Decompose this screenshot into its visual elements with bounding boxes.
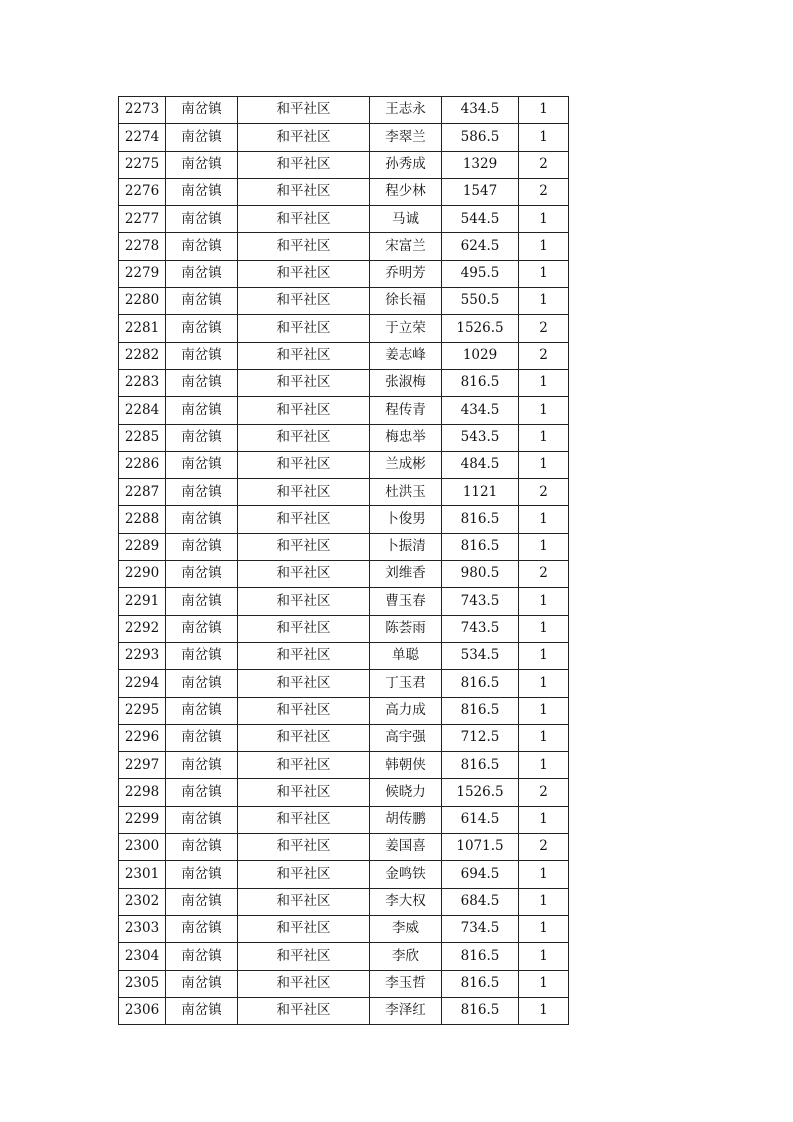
count-cell: 2 bbox=[519, 178, 569, 205]
name-cell: 程传青 bbox=[370, 397, 442, 424]
table-row bbox=[119, 342, 569, 369]
table-row bbox=[119, 779, 569, 806]
town-cell: 南岔镇 bbox=[166, 888, 238, 915]
name-cell: 胡传鹏 bbox=[370, 806, 442, 833]
town-cell: 南岔镇 bbox=[166, 369, 238, 396]
table-row bbox=[119, 834, 569, 861]
town-cell: 南岔镇 bbox=[166, 233, 238, 260]
count-cell: 2 bbox=[519, 561, 569, 588]
town-cell: 南岔镇 bbox=[166, 451, 238, 478]
amount-cell: 816.5 bbox=[442, 752, 519, 779]
table-row bbox=[119, 506, 569, 533]
community-cell: 和平社区 bbox=[238, 233, 370, 260]
amount-cell: 1121 bbox=[442, 479, 519, 506]
name-cell: 李泽红 bbox=[370, 997, 442, 1024]
serial-number-cell: 2273 bbox=[119, 97, 166, 124]
count-cell: 1 bbox=[519, 752, 569, 779]
amount-cell: 816.5 bbox=[442, 697, 519, 724]
serial-number-cell: 2279 bbox=[119, 260, 166, 287]
count-cell: 1 bbox=[519, 806, 569, 833]
amount-cell: 544.5 bbox=[442, 206, 519, 233]
community-cell: 和平社区 bbox=[238, 206, 370, 233]
amount-cell: 614.5 bbox=[442, 806, 519, 833]
table-row bbox=[119, 124, 569, 151]
name-cell: 张淑梅 bbox=[370, 369, 442, 396]
town-cell: 南岔镇 bbox=[166, 479, 238, 506]
count-cell: 1 bbox=[519, 506, 569, 533]
community-cell: 和平社区 bbox=[238, 506, 370, 533]
table-row bbox=[119, 97, 569, 124]
amount-cell: 543.5 bbox=[442, 424, 519, 451]
count-cell: 1 bbox=[519, 970, 569, 997]
serial-number-cell: 2306 bbox=[119, 997, 166, 1024]
table-row bbox=[119, 970, 569, 997]
amount-cell: 980.5 bbox=[442, 561, 519, 588]
count-cell: 1 bbox=[519, 233, 569, 260]
count-cell: 1 bbox=[519, 861, 569, 888]
count-cell: 1 bbox=[519, 642, 569, 669]
community-cell: 和平社区 bbox=[238, 260, 370, 287]
town-cell: 南岔镇 bbox=[166, 506, 238, 533]
town-cell: 南岔镇 bbox=[166, 642, 238, 669]
count-cell: 1 bbox=[519, 288, 569, 315]
town-cell: 南岔镇 bbox=[166, 561, 238, 588]
count-cell: 2 bbox=[519, 479, 569, 506]
name-cell: 单聪 bbox=[370, 642, 442, 669]
table-row bbox=[119, 615, 569, 642]
serial-number-cell: 2301 bbox=[119, 861, 166, 888]
town-cell: 南岔镇 bbox=[166, 615, 238, 642]
name-cell: 李大权 bbox=[370, 888, 442, 915]
serial-number-cell: 2290 bbox=[119, 561, 166, 588]
town-cell: 南岔镇 bbox=[166, 260, 238, 287]
serial-number-cell: 2283 bbox=[119, 369, 166, 396]
name-cell: 程少林 bbox=[370, 178, 442, 205]
count-cell: 1 bbox=[519, 915, 569, 942]
amount-cell: 734.5 bbox=[442, 915, 519, 942]
serial-number-cell: 2298 bbox=[119, 779, 166, 806]
table-row bbox=[119, 151, 569, 178]
community-cell: 和平社区 bbox=[238, 752, 370, 779]
table-row bbox=[119, 178, 569, 205]
serial-number-cell: 2294 bbox=[119, 670, 166, 697]
name-cell: 卜俊男 bbox=[370, 506, 442, 533]
community-cell: 和平社区 bbox=[238, 834, 370, 861]
table-row bbox=[119, 533, 569, 560]
name-cell: 李威 bbox=[370, 915, 442, 942]
serial-number-cell: 2280 bbox=[119, 288, 166, 315]
amount-cell: 743.5 bbox=[442, 615, 519, 642]
amount-cell: 712.5 bbox=[442, 724, 519, 751]
name-cell: 李欣 bbox=[370, 943, 442, 970]
serial-number-cell: 2291 bbox=[119, 588, 166, 615]
table-row bbox=[119, 369, 569, 396]
amount-cell: 586.5 bbox=[442, 124, 519, 151]
community-cell: 和平社区 bbox=[238, 151, 370, 178]
name-cell: 徐长福 bbox=[370, 288, 442, 315]
town-cell: 南岔镇 bbox=[166, 779, 238, 806]
amount-cell: 1547 bbox=[442, 178, 519, 205]
serial-number-cell: 2303 bbox=[119, 915, 166, 942]
town-cell: 南岔镇 bbox=[166, 970, 238, 997]
serial-number-cell: 2286 bbox=[119, 451, 166, 478]
name-cell: 于立荣 bbox=[370, 315, 442, 342]
name-cell: 陈荟雨 bbox=[370, 615, 442, 642]
amount-cell: 816.5 bbox=[442, 670, 519, 697]
serial-number-cell: 2292 bbox=[119, 615, 166, 642]
count-cell: 1 bbox=[519, 588, 569, 615]
table-row bbox=[119, 233, 569, 260]
community-cell: 和平社区 bbox=[238, 724, 370, 751]
community-cell: 和平社区 bbox=[238, 97, 370, 124]
table-row bbox=[119, 806, 569, 833]
serial-number-cell: 2300 bbox=[119, 834, 166, 861]
amount-cell: 1071.5 bbox=[442, 834, 519, 861]
name-cell: 丁玉君 bbox=[370, 670, 442, 697]
table-row bbox=[119, 315, 569, 342]
table-row bbox=[119, 397, 569, 424]
name-cell: 乔明芳 bbox=[370, 260, 442, 287]
name-cell: 姜志峰 bbox=[370, 342, 442, 369]
count-cell: 1 bbox=[519, 451, 569, 478]
amount-cell: 816.5 bbox=[442, 997, 519, 1024]
community-cell: 和平社区 bbox=[238, 397, 370, 424]
serial-number-cell: 2282 bbox=[119, 342, 166, 369]
community-cell: 和平社区 bbox=[238, 806, 370, 833]
serial-number-cell: 2277 bbox=[119, 206, 166, 233]
serial-number-cell: 2275 bbox=[119, 151, 166, 178]
town-cell: 南岔镇 bbox=[166, 97, 238, 124]
name-cell: 兰成彬 bbox=[370, 451, 442, 478]
serial-number-cell: 2276 bbox=[119, 178, 166, 205]
town-cell: 南岔镇 bbox=[166, 943, 238, 970]
town-cell: 南岔镇 bbox=[166, 178, 238, 205]
amount-cell: 816.5 bbox=[442, 369, 519, 396]
serial-number-cell: 2284 bbox=[119, 397, 166, 424]
table-row bbox=[119, 424, 569, 451]
table-row bbox=[119, 451, 569, 478]
community-cell: 和平社区 bbox=[238, 970, 370, 997]
town-cell: 南岔镇 bbox=[166, 915, 238, 942]
community-cell: 和平社区 bbox=[238, 451, 370, 478]
serial-number-cell: 2288 bbox=[119, 506, 166, 533]
community-cell: 和平社区 bbox=[238, 424, 370, 451]
serial-number-cell: 2302 bbox=[119, 888, 166, 915]
amount-cell: 684.5 bbox=[442, 888, 519, 915]
town-cell: 南岔镇 bbox=[166, 588, 238, 615]
town-cell: 南岔镇 bbox=[166, 670, 238, 697]
amount-cell: 534.5 bbox=[442, 642, 519, 669]
table-row bbox=[119, 588, 569, 615]
amount-cell: 1329 bbox=[442, 151, 519, 178]
community-cell: 和平社区 bbox=[238, 779, 370, 806]
serial-number-cell: 2297 bbox=[119, 752, 166, 779]
serial-number-cell: 2293 bbox=[119, 642, 166, 669]
community-cell: 和平社区 bbox=[238, 861, 370, 888]
community-cell: 和平社区 bbox=[238, 315, 370, 342]
amount-cell: 484.5 bbox=[442, 451, 519, 478]
name-cell: 刘维香 bbox=[370, 561, 442, 588]
count-cell: 2 bbox=[519, 342, 569, 369]
count-cell: 2 bbox=[519, 315, 569, 342]
count-cell: 1 bbox=[519, 260, 569, 287]
name-cell: 梅忠举 bbox=[370, 424, 442, 451]
community-cell: 和平社区 bbox=[238, 642, 370, 669]
serial-number-cell: 2287 bbox=[119, 479, 166, 506]
count-cell: 2 bbox=[519, 151, 569, 178]
town-cell: 南岔镇 bbox=[166, 834, 238, 861]
serial-number-cell: 2274 bbox=[119, 124, 166, 151]
name-cell: 孙秀成 bbox=[370, 151, 442, 178]
name-cell: 曹玉春 bbox=[370, 588, 442, 615]
serial-number-cell: 2281 bbox=[119, 315, 166, 342]
community-cell: 和平社区 bbox=[238, 943, 370, 970]
table-row bbox=[119, 752, 569, 779]
name-cell: 金鸣铁 bbox=[370, 861, 442, 888]
data-table bbox=[118, 96, 569, 1025]
amount-cell: 550.5 bbox=[442, 288, 519, 315]
count-cell: 1 bbox=[519, 97, 569, 124]
serial-number-cell: 2299 bbox=[119, 806, 166, 833]
count-cell: 1 bbox=[519, 206, 569, 233]
community-cell: 和平社区 bbox=[238, 342, 370, 369]
town-cell: 南岔镇 bbox=[166, 342, 238, 369]
amount-cell: 1029 bbox=[442, 342, 519, 369]
town-cell: 南岔镇 bbox=[166, 315, 238, 342]
community-cell: 和平社区 bbox=[238, 533, 370, 560]
table-row bbox=[119, 561, 569, 588]
town-cell: 南岔镇 bbox=[166, 697, 238, 724]
table-row bbox=[119, 861, 569, 888]
town-cell: 南岔镇 bbox=[166, 206, 238, 233]
town-cell: 南岔镇 bbox=[166, 424, 238, 451]
count-cell: 1 bbox=[519, 369, 569, 396]
amount-cell: 816.5 bbox=[442, 943, 519, 970]
serial-number-cell: 2289 bbox=[119, 533, 166, 560]
table-row bbox=[119, 206, 569, 233]
count-cell: 1 bbox=[519, 397, 569, 424]
serial-number-cell: 2285 bbox=[119, 424, 166, 451]
serial-number-cell: 2304 bbox=[119, 943, 166, 970]
community-cell: 和平社区 bbox=[238, 479, 370, 506]
count-cell: 1 bbox=[519, 424, 569, 451]
amount-cell: 434.5 bbox=[442, 397, 519, 424]
town-cell: 南岔镇 bbox=[166, 997, 238, 1024]
name-cell: 高力成 bbox=[370, 697, 442, 724]
table-row bbox=[119, 724, 569, 751]
name-cell: 马诚 bbox=[370, 206, 442, 233]
serial-number-cell: 2296 bbox=[119, 724, 166, 751]
name-cell: 李翠兰 bbox=[370, 124, 442, 151]
table-body bbox=[119, 97, 569, 1025]
name-cell: 姜国喜 bbox=[370, 834, 442, 861]
name-cell: 韩朝侠 bbox=[370, 752, 442, 779]
count-cell: 1 bbox=[519, 724, 569, 751]
community-cell: 和平社区 bbox=[238, 288, 370, 315]
town-cell: 南岔镇 bbox=[166, 752, 238, 779]
table-row bbox=[119, 943, 569, 970]
town-cell: 南岔镇 bbox=[166, 861, 238, 888]
count-cell: 1 bbox=[519, 670, 569, 697]
count-cell: 1 bbox=[519, 533, 569, 560]
community-cell: 和平社区 bbox=[238, 561, 370, 588]
town-cell: 南岔镇 bbox=[166, 151, 238, 178]
town-cell: 南岔镇 bbox=[166, 124, 238, 151]
table-row bbox=[119, 915, 569, 942]
count-cell: 2 bbox=[519, 779, 569, 806]
table-row bbox=[119, 888, 569, 915]
count-cell: 1 bbox=[519, 697, 569, 724]
amount-cell: 816.5 bbox=[442, 970, 519, 997]
amount-cell: 495.5 bbox=[442, 260, 519, 287]
count-cell: 2 bbox=[519, 834, 569, 861]
serial-number-cell: 2305 bbox=[119, 970, 166, 997]
count-cell: 1 bbox=[519, 943, 569, 970]
community-cell: 和平社区 bbox=[238, 178, 370, 205]
count-cell: 1 bbox=[519, 997, 569, 1024]
community-cell: 和平社区 bbox=[238, 697, 370, 724]
town-cell: 南岔镇 bbox=[166, 724, 238, 751]
table-row bbox=[119, 997, 569, 1024]
table-row bbox=[119, 642, 569, 669]
community-cell: 和平社区 bbox=[238, 124, 370, 151]
table-row bbox=[119, 288, 569, 315]
table-row bbox=[119, 697, 569, 724]
amount-cell: 743.5 bbox=[442, 588, 519, 615]
count-cell: 1 bbox=[519, 124, 569, 151]
name-cell: 卜振清 bbox=[370, 533, 442, 560]
community-cell: 和平社区 bbox=[238, 997, 370, 1024]
serial-number-cell: 2295 bbox=[119, 697, 166, 724]
table-row bbox=[119, 260, 569, 287]
name-cell: 李玉哲 bbox=[370, 970, 442, 997]
town-cell: 南岔镇 bbox=[166, 806, 238, 833]
amount-cell: 1526.5 bbox=[442, 315, 519, 342]
amount-cell: 816.5 bbox=[442, 533, 519, 560]
amount-cell: 816.5 bbox=[442, 506, 519, 533]
table-row bbox=[119, 479, 569, 506]
name-cell: 宋富兰 bbox=[370, 233, 442, 260]
table-row bbox=[119, 670, 569, 697]
town-cell: 南岔镇 bbox=[166, 288, 238, 315]
name-cell: 候晓力 bbox=[370, 779, 442, 806]
name-cell: 王志永 bbox=[370, 97, 442, 124]
serial-number-cell: 2278 bbox=[119, 233, 166, 260]
town-cell: 南岔镇 bbox=[166, 397, 238, 424]
amount-cell: 434.5 bbox=[442, 97, 519, 124]
name-cell: 高宇强 bbox=[370, 724, 442, 751]
amount-cell: 1526.5 bbox=[442, 779, 519, 806]
count-cell: 1 bbox=[519, 888, 569, 915]
community-cell: 和平社区 bbox=[238, 615, 370, 642]
amount-cell: 694.5 bbox=[442, 861, 519, 888]
community-cell: 和平社区 bbox=[238, 888, 370, 915]
town-cell: 南岔镇 bbox=[166, 533, 238, 560]
count-cell: 1 bbox=[519, 615, 569, 642]
amount-cell: 624.5 bbox=[442, 233, 519, 260]
community-cell: 和平社区 bbox=[238, 670, 370, 697]
community-cell: 和平社区 bbox=[238, 915, 370, 942]
community-cell: 和平社区 bbox=[238, 369, 370, 396]
name-cell: 杜洪玉 bbox=[370, 479, 442, 506]
community-cell: 和平社区 bbox=[238, 588, 370, 615]
